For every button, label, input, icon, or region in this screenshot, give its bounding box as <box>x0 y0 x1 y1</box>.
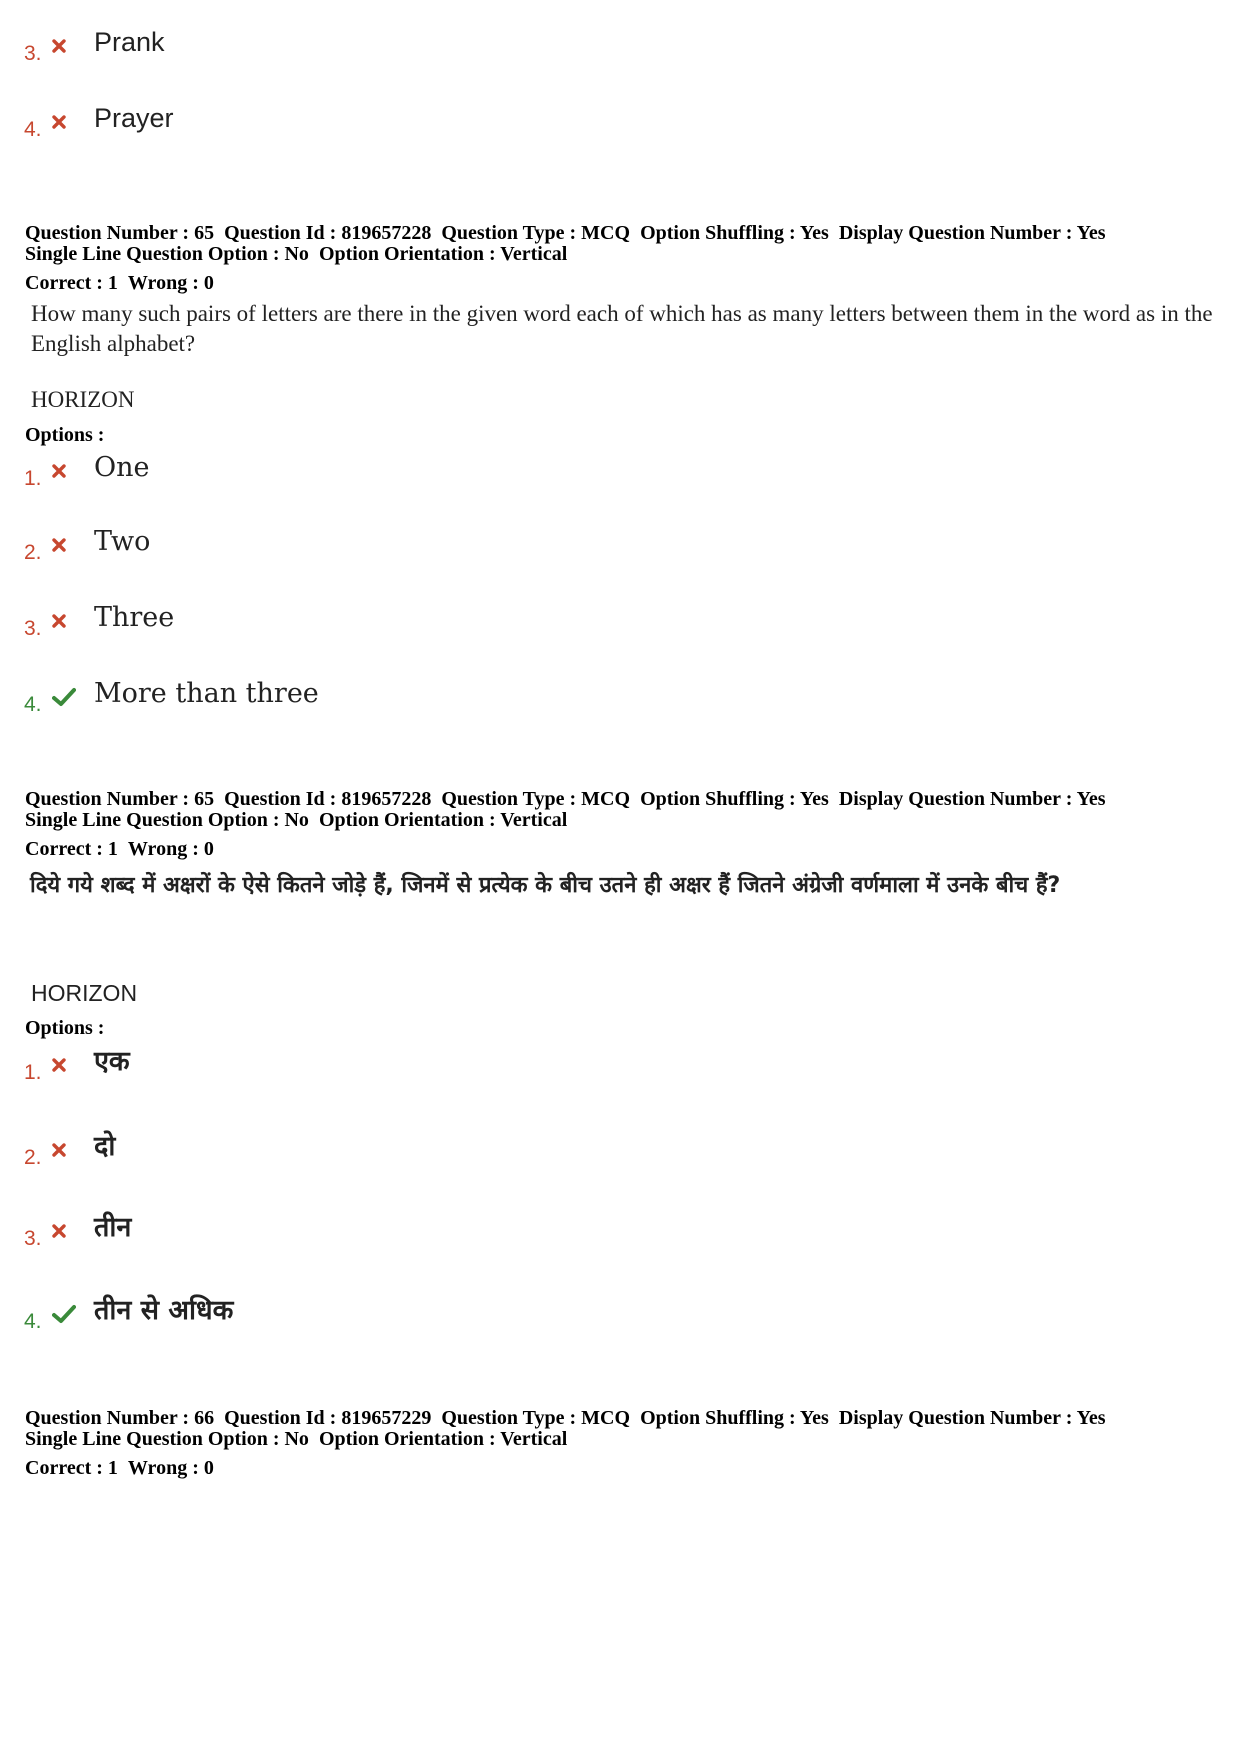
option-number: 1. <box>24 467 42 490</box>
meta-field: Option Shuffling : Yes <box>640 1407 829 1429</box>
cross-icon <box>52 609 82 633</box>
cross-icon <box>52 1219 82 1243</box>
option-row <box>24 521 150 565</box>
option-text: दो <box>94 1131 116 1162</box>
option-text: Prank <box>94 27 165 57</box>
option-row <box>24 597 174 641</box>
check-icon <box>52 1302 82 1326</box>
score-line <box>25 838 224 861</box>
option-number: 3. <box>24 1227 42 1250</box>
option-number: 4. <box>24 118 42 141</box>
cross-icon <box>52 533 82 557</box>
correct-score: Correct : 1 <box>25 1457 118 1479</box>
check-icon <box>52 685 82 709</box>
meta-field: Question Id : 819657229 <box>224 1407 432 1429</box>
option-number: 3. <box>24 42 42 65</box>
option-text: Three <box>94 602 175 633</box>
meta-field: Question Id : 819657228 <box>224 222 432 244</box>
option-number: 4. <box>24 1310 42 1333</box>
cross-icon <box>52 34 82 58</box>
question-text: How many such pairs of letters are there in the given word each of which has as many letters between them in the word as in the English alphabet? <box>31 301 1213 356</box>
meta-field: Option Shuffling : Yes <box>640 788 829 810</box>
wrong-score: Wrong : 0 <box>127 272 214 294</box>
option-number: 2. <box>24 1146 42 1169</box>
option-number: 1. <box>24 1061 42 1084</box>
option-row <box>24 22 165 66</box>
meta-field: Option Shuffling : Yes <box>640 222 829 244</box>
question-meta <box>25 789 1215 831</box>
option-number: 2. <box>24 541 42 564</box>
wrong-score: Wrong : 0 <box>127 1457 214 1479</box>
option-row <box>24 98 174 142</box>
score-line <box>25 272 224 295</box>
meta-field: Question Id : 819657228 <box>224 788 432 810</box>
meta-field: Question Number : 65 <box>25 788 215 810</box>
option-text: More than three <box>94 678 319 709</box>
meta-field: Display Question Number : Yes <box>838 222 1106 244</box>
wrong-score: Wrong : 0 <box>127 838 214 860</box>
correct-score: Correct : 1 <box>25 838 118 860</box>
meta-field: Display Question Number : Yes <box>838 788 1106 810</box>
meta-field: Question Type : MCQ <box>441 222 631 244</box>
option-row <box>24 1126 115 1170</box>
meta-field: Question Type : MCQ <box>441 788 631 810</box>
score-line <box>25 1457 224 1480</box>
cross-icon <box>52 110 82 134</box>
options-label: Options : <box>25 424 105 446</box>
cross-icon <box>52 1053 82 1077</box>
meta-field: Single Line Question Option : No <box>25 243 309 265</box>
question-word: HORIZON <box>31 387 135 412</box>
option-number: 4. <box>24 693 42 716</box>
option-row <box>24 1290 233 1334</box>
meta-field: Option Orientation : Vertical <box>318 1428 568 1450</box>
option-row <box>24 1041 130 1085</box>
meta-field: Option Orientation : Vertical <box>318 243 568 265</box>
meta-field: Display Question Number : Yes <box>838 1407 1106 1429</box>
option-text: Two <box>94 526 151 557</box>
meta-field: Question Number : 65 <box>25 222 215 244</box>
option-text: Prayer <box>94 103 174 133</box>
option-number: 3. <box>24 617 42 640</box>
option-row <box>24 447 150 491</box>
question-word: HORIZON <box>31 980 138 1006</box>
meta-field: Question Type : MCQ <box>441 1407 631 1429</box>
options-label: Options : <box>25 1017 105 1039</box>
option-text: One <box>94 452 150 483</box>
option-text: तीन <box>94 1212 132 1243</box>
meta-field: Question Number : 66 <box>25 1407 215 1429</box>
option-row <box>24 673 319 717</box>
meta-field: Single Line Question Option : No <box>25 809 309 831</box>
cross-icon <box>52 459 82 483</box>
question-meta <box>25 223 1215 265</box>
correct-score: Correct : 1 <box>25 272 118 294</box>
question-meta <box>25 1408 1215 1450</box>
meta-field: Option Orientation : Vertical <box>318 809 568 831</box>
option-text: तीन से अधिक <box>94 1295 234 1326</box>
option-row <box>24 1207 131 1251</box>
meta-field: Single Line Question Option : No <box>25 1428 309 1450</box>
option-text: एक <box>94 1046 130 1077</box>
question-text: दिये गये शब्द में अक्षरों के ऐसे कितने जोड़े हैं, जिनमें से प्रत्येक के बीच उतने ही अक्षर हैं जितने अंग्रेजी वर्णमाला में उनके बीच हैं? <box>30 873 1061 898</box>
cross-icon <box>52 1138 82 1162</box>
